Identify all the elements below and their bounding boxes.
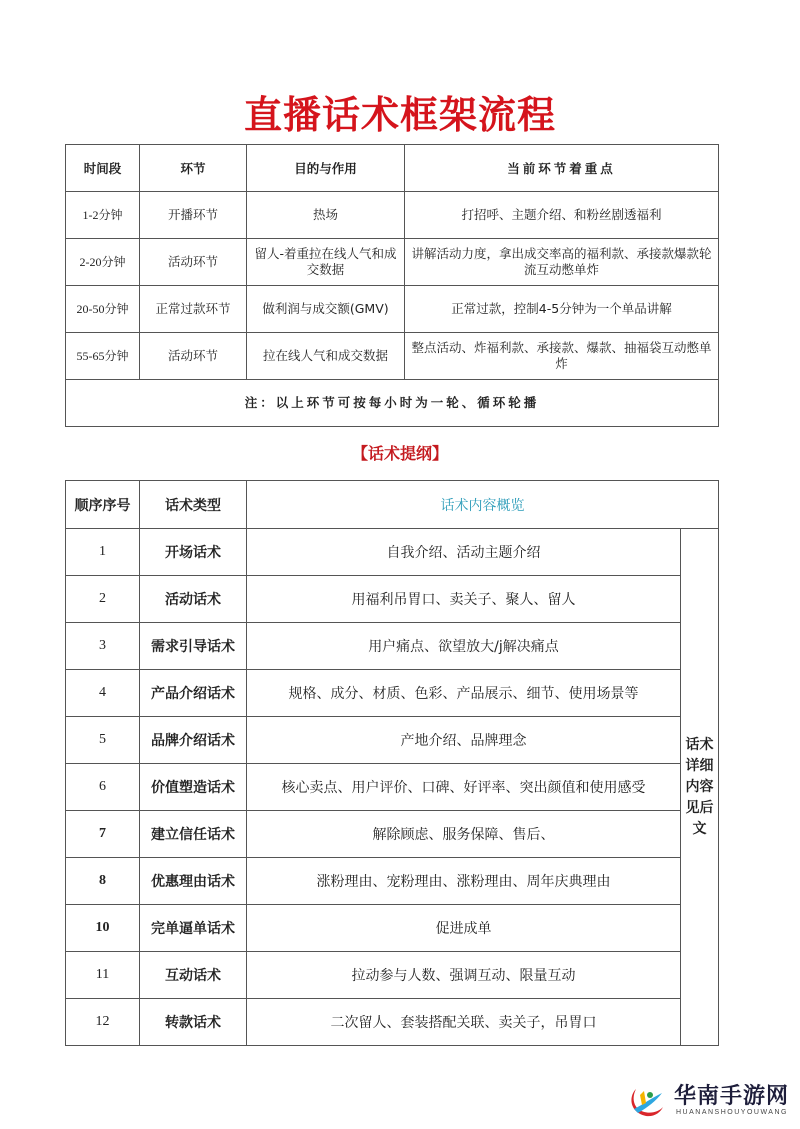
stage-cell: 正常过款环节: [140, 286, 247, 333]
focus-cell: 讲解活动力度，拿出成交率高的福利款、承接款爆款轮流互动憋单炸: [405, 239, 719, 286]
purpose-cell: 拉在线人气和成交数据: [247, 333, 405, 380]
type-cell: 活动话术: [140, 576, 247, 623]
time-cell: 55-65分钟: [66, 333, 140, 380]
content-cell: 涨粉理由、宠粉理由、涨粉理由、周年庆典理由: [247, 858, 681, 905]
type-cell: 完单逼单话术: [140, 905, 247, 952]
schedule-note: 注：以上环节可按每小时为一轮、循环轮播: [66, 380, 719, 427]
type-cell: 开场话术: [140, 529, 247, 576]
outline-row: [66, 529, 719, 576]
header-purpose: 目的与作用: [247, 145, 405, 192]
order-cell: 3: [66, 623, 140, 670]
content-cell: 促进成单: [247, 905, 681, 952]
type-cell: 建立信任话术: [140, 811, 247, 858]
order-cell: 1: [66, 529, 140, 576]
order-cell: 11: [66, 952, 140, 999]
purpose-cell: 留人-着重拉在线人气和成交数据: [247, 239, 405, 286]
section-title: 【话术提纲】: [351, 444, 448, 463]
content-cell: 拉动参与人数、强调互动、限量互动: [247, 952, 681, 999]
page-title: 直播话术框架流程: [243, 93, 556, 137]
content-cell: 核心卖点、用户评价、口碑、好评率、突出颜值和使用感受: [247, 764, 681, 811]
brand-logo-icon: [628, 1083, 666, 1119]
type-cell: 转款话术: [140, 999, 247, 1046]
outline-row: [66, 717, 719, 764]
outline-row: [66, 576, 719, 623]
stage-cell: 开播环节: [140, 192, 247, 239]
header-overview: 话术内容概览: [247, 481, 719, 529]
schedule-header-row: [66, 145, 719, 192]
header-order: 顺序序号: [66, 481, 140, 529]
schedule-row: [66, 239, 719, 286]
order-cell: 5: [66, 717, 140, 764]
schedule-note-row: [66, 380, 719, 427]
type-cell: 优惠理由话术: [140, 858, 247, 905]
outline-table: [65, 480, 719, 1046]
header-type: 话术类型: [140, 481, 247, 529]
purpose-cell: 热场: [247, 192, 405, 239]
focus-cell: 正常过款，控制4-5分钟为一个单品讲解: [405, 286, 719, 333]
type-cell: 品牌介绍话术: [140, 717, 247, 764]
schedule-row: [66, 333, 719, 380]
header-stage: 环节: [140, 145, 247, 192]
header-time: 时间段: [66, 145, 140, 192]
order-cell: 4: [66, 670, 140, 717]
outline-row: [66, 764, 719, 811]
type-cell: 需求引导话术: [140, 623, 247, 670]
type-cell: 产品介绍话术: [140, 670, 247, 717]
time-cell: 20-50分钟: [66, 286, 140, 333]
header-focus: 当前环节着重点: [405, 145, 719, 192]
outline-row: [66, 952, 719, 999]
type-cell: 互动话术: [140, 952, 247, 999]
stage-cell: 活动环节: [140, 239, 247, 286]
outline-row: [66, 623, 719, 670]
stage-cell: 活动环节: [140, 333, 247, 380]
focus-cell: 整点活动、炸福利款、承接款、爆款、抽福袋互动憋单炸: [405, 333, 719, 380]
outline-row: [66, 670, 719, 717]
purpose-cell: 做利润与成交额(GMV): [247, 286, 405, 333]
order-cell: 6: [66, 764, 140, 811]
order-cell: 2: [66, 576, 140, 623]
content-cell: 自我介绍、活动主题介绍: [247, 529, 681, 576]
content-cell: 规格、成分、材质、色彩、产品展示、细节、使用场景等: [247, 670, 681, 717]
content-cell: 二次留人、套装搭配关联、卖关子，吊胃口: [247, 999, 681, 1046]
time-cell: 2-20分钟: [66, 239, 140, 286]
content-cell: 解除顾虑、服务保障、售后、: [247, 811, 681, 858]
watermark: [628, 1079, 798, 1123]
type-cell: 价值塑造话术: [140, 764, 247, 811]
outline-row: [66, 858, 719, 905]
outline-row: [66, 811, 719, 858]
schedule-row: [66, 192, 719, 239]
watermark-subtitle: HUANANSHOUYOUWANG: [676, 1109, 788, 1116]
order-cell: 12: [66, 999, 140, 1046]
content-cell: 用户痛点、欲望放大/j解决痛点: [247, 623, 681, 670]
order-cell: 7: [66, 811, 140, 858]
side-note-cell: 话术详细内容见后文: [681, 529, 719, 1046]
order-cell: 8: [66, 858, 140, 905]
time-cell: 1-2分钟: [66, 192, 140, 239]
outline-row: [66, 905, 719, 952]
outline-header-row: [66, 481, 719, 529]
schedule-row: [66, 286, 719, 333]
content-cell: 产地介绍、品牌理念: [247, 717, 681, 764]
watermark-name: 华南手游网: [674, 1084, 790, 1109]
order-cell: 10: [66, 905, 140, 952]
focus-cell: 打招呼、主题介绍、和粉丝剧透福利: [405, 192, 719, 239]
schedule-table: [65, 144, 719, 427]
content-cell: 用福利吊胃口、卖关子、聚人、留人: [247, 576, 681, 623]
outline-row: [66, 999, 719, 1046]
